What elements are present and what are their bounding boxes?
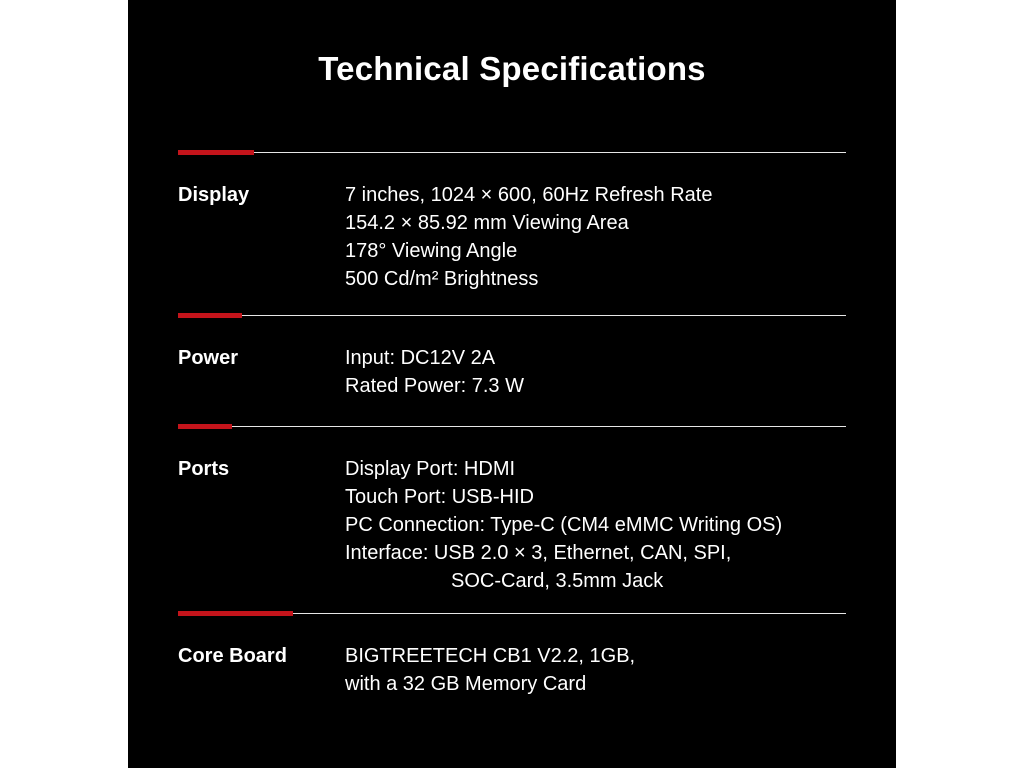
spec-values [345,642,635,698]
spec-label: Core Board [178,645,287,667]
spec-line: 500 Cd/m² Brightness [345,268,539,290]
section-divider [178,313,846,319]
section-divider [178,611,846,617]
spec-line: SOC-Card, 3.5mm Jack [451,570,664,592]
spec-values [345,344,524,400]
spec-section-core-board [178,611,846,695]
section-divider [178,424,846,430]
spec-line: Touch Port: USB-HID [345,486,534,508]
spec-label: Power [178,347,239,369]
section-divider [178,150,846,156]
spec-line: 154.2 × 85.92 mm Viewing Area [345,212,629,234]
spec-line: Interface: USB 2.0 × 3, Ethernet, CAN, SPI, [345,542,732,564]
spec-line: Rated Power: 7.3 W [345,375,524,397]
spec-line: 7 inches, 1024 × 600, 60Hz Refresh Rate [345,184,713,206]
divider-accent [178,424,232,429]
spec-line: BIGTREETECH CB1 V2.2, 1GB, [345,645,636,667]
spec-section-ports [178,424,846,592]
spec-values [345,181,712,293]
spec-line: with a 32 GB Memory Card [345,673,587,695]
spec-section-power [178,313,846,397]
spec-panel [128,0,896,768]
spec-values [345,455,782,595]
divider-line [178,152,846,153]
page-title: Technical Specifications [318,50,706,87]
spec-line: 178° Viewing Angle [345,240,518,262]
divider-accent [178,313,242,318]
spec-line: Input: DC12V 2A [345,347,496,369]
divider-line [178,315,846,316]
spec-line: PC Connection: Type-C (CM4 eMMC Writing OS) [345,514,783,536]
spec-label: Ports [178,458,230,480]
divider-accent [178,150,254,155]
spec-line: Display Port: HDMI [345,458,516,480]
spec-label: Display [178,184,250,206]
divider-accent [178,611,293,616]
spec-section-display [178,150,846,290]
divider-line [178,426,846,427]
